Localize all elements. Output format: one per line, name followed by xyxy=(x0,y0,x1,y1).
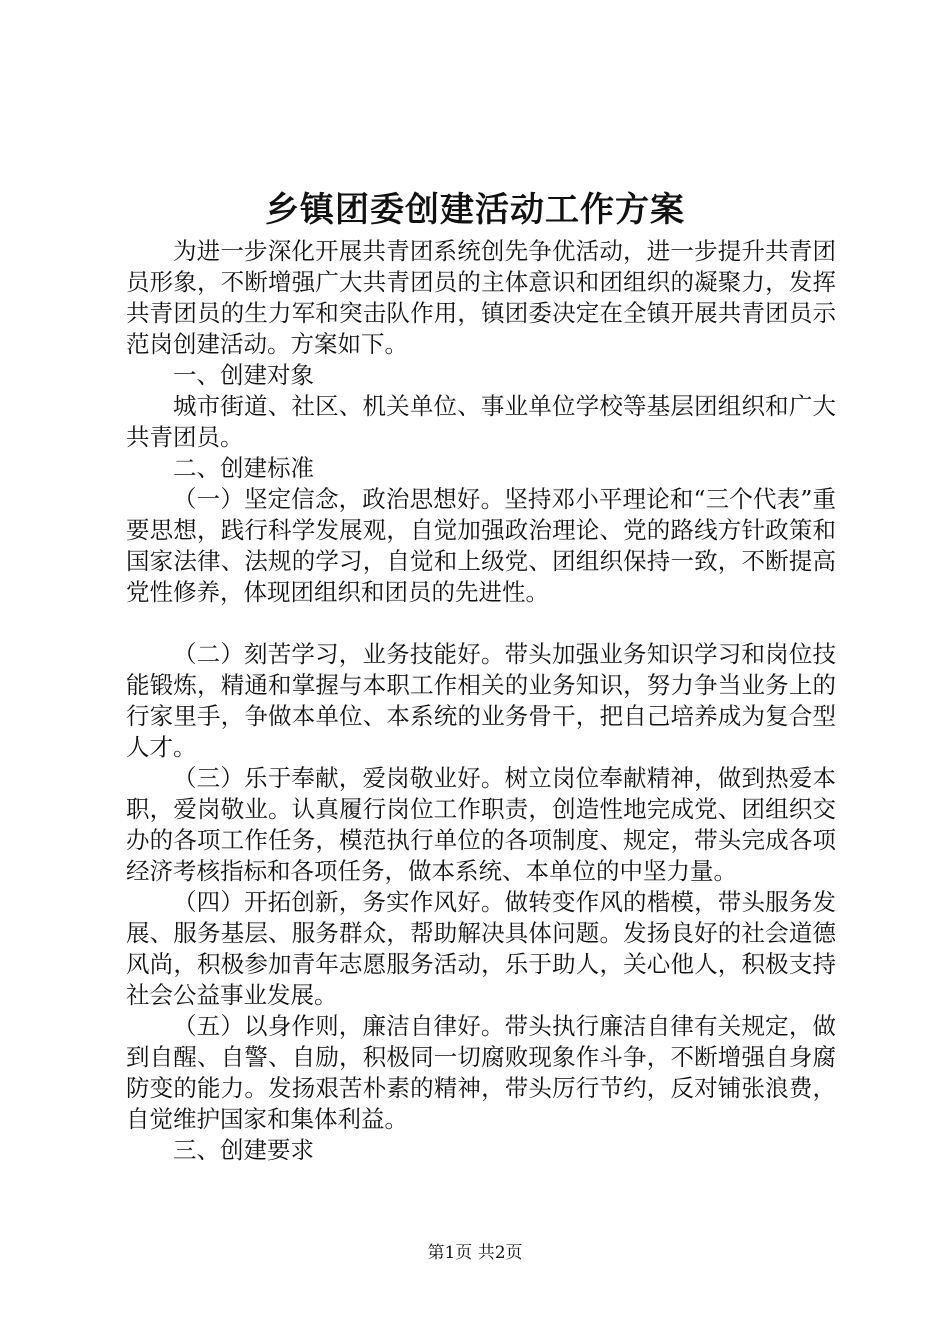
standard-1-paragraph: （一）坚定信念，政治思想好。坚持邓小平理论和“三个代表”重要思想，践行科学发展观，自觉加强政治理论、党的路线方针政策和国家法律、法规的学习，自觉和上级党、团组织保持一致，不断提高党性修养，体现团组织和团员的先进性。 xyxy=(126,485,836,606)
section-1-paragraph: 城市街道、社区、机关单位、事业单位学校等基层团组织和广大共青团员。 xyxy=(126,392,836,451)
standard-2-paragraph: （二）刻苦学习，业务技能好。带头加强业务知识学习和岗位技能锻炼，精通和掌握与本职工作相关的业务知识，努力争当业务上的行家里手，争做本单位、本系统的业务骨干，把自己培养成为复合型人才。 xyxy=(126,640,836,761)
standard-5-paragraph: （五）以身作则，廉洁自律好。带头执行廉洁自律有关规定，做到自醒、自警、自励，积极同一切腐败现象作斗争，不断增强自身腐防变的能力。发扬艰苦朴素的精神，带头厉行节约，反对铺张浪费，自觉维护国家和集体利益。 xyxy=(126,1012,836,1133)
standard-3-paragraph: （三）乐于奉献，爱岗敬业好。树立岗位奉献精神，做到热爱本职，爱岗敬业。认真履行岗位工作职责，创造性地完成党、团组织交办的各项工作任务，模范执行单位的各项制度、规定，带头完成各项经济考核指标和各项任务，做本系统、本单位的中坚力量。 xyxy=(126,764,836,885)
standard-4-paragraph: （四）开拓创新，务实作风好。做转变作风的楷模，带头服务发展、服务基层、服务群众，帮助解决具体问题。发扬良好的社会道德风尚，积极参加青年志愿服务活动，乐于助人，关心他人，积极支持社会公益事业发展。 xyxy=(126,888,836,1009)
document-title: 乡镇团委创建活动工作方案 xyxy=(265,190,685,230)
document-body xyxy=(126,236,836,1166)
section-heading-2: 二、创建标准 xyxy=(173,454,314,482)
page-number-footer: 第1页 共2页 xyxy=(427,1243,523,1263)
section-heading-3: 三、创建要求 xyxy=(173,1136,314,1164)
section-heading-1: 一、创建对象 xyxy=(173,361,314,389)
paragraph-gap xyxy=(126,608,836,639)
intro-paragraph: 为进一步深化开展共青团系统创先争优活动，进一步提升共青团员形象，不断增强广大共青团员的主体意识和团组织的凝聚力，发挥共青团员的生力军和突击队作用，镇团委决定在全镇开展共青团员示范岗创建活动。方案如下。 xyxy=(126,237,836,358)
